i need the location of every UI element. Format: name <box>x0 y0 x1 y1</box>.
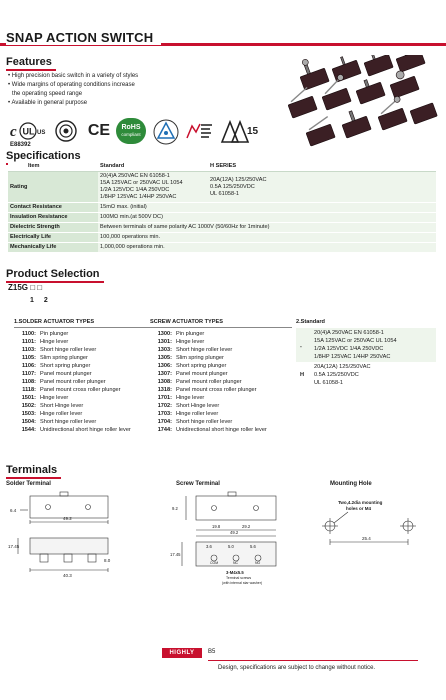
actuator-code: 1504: <box>21 419 36 425</box>
csa-logo <box>50 120 82 142</box>
actuator-code: 1544: <box>21 427 36 433</box>
actuator-code: 1704: <box>157 419 172 425</box>
actuator-name: Short hinge roller lever <box>40 347 97 353</box>
actuator-code: 1105: <box>22 355 36 361</box>
list-item <box>14 370 154 378</box>
model-code: Z15G □ □ <box>8 283 43 292</box>
actuator-name: Short Hinge lever <box>40 403 84 409</box>
actuator-code: 1307: <box>157 371 172 377</box>
actuator-code: 1318: <box>157 387 172 393</box>
features-list <box>8 72 178 108</box>
list-item <box>150 426 292 434</box>
standard-head: 2.Standard <box>296 319 325 325</box>
ul-logo: c UL US <box>10 124 46 140</box>
spec-label: Insulation Resistance <box>8 213 98 223</box>
list-item <box>150 394 292 402</box>
screw-terminal-diagram <box>168 490 298 590</box>
actuator-name: Hinge lever <box>176 339 205 345</box>
feature-item: • Available in general purpose <box>8 100 88 106</box>
actuator-name: Hinge lever <box>40 395 69 401</box>
rohs-logo: RoHS compliant <box>116 118 146 144</box>
actuator-name: Hinge roller lever <box>176 411 219 417</box>
actuator-code: 1301: <box>157 339 172 345</box>
screw-note: 3-M4x5.5 <box>226 570 244 575</box>
spec-row <box>8 243 436 253</box>
screw-terminal-label: Screw Terminal <box>176 481 220 487</box>
specifications-title: Specifications <box>6 150 81 162</box>
actuator-code: 1303: <box>157 347 172 353</box>
features-title: Features <box>6 56 52 68</box>
terminal-nc-label: NC <box>233 561 239 565</box>
list-item <box>14 346 154 354</box>
disclaimer-text: Design, specifications are subject to change without notice. <box>218 665 376 671</box>
dim-label: 6.4 <box>10 508 17 513</box>
actuator-name: Unidirectional short hinge roller lever <box>176 427 267 433</box>
certification-logos <box>8 118 278 152</box>
dim-label: 40.3 <box>63 573 72 578</box>
dim-label: 49.2 <box>63 516 72 521</box>
actuator-name: Panel mount plunger <box>176 371 228 377</box>
spec-label: Rating <box>8 172 98 203</box>
brand-badge: HIGHLY <box>162 648 202 658</box>
list-item <box>150 410 292 418</box>
list-item <box>150 402 292 410</box>
screw-actuator-head: SCREW ACTUATOR TYPES <box>150 318 292 328</box>
actuator-code: 1305: <box>157 355 172 361</box>
dim-label: 25.4 <box>362 536 371 541</box>
actuator-name: Short spring plunger <box>40 363 91 369</box>
list-item <box>14 386 154 394</box>
actuator-code: 1106: <box>22 363 36 369</box>
mounting-hole-diagram <box>312 490 432 560</box>
list-item <box>14 354 154 362</box>
actuator-name: Hinge lever <box>40 339 69 345</box>
standard-option-default: - 20(4)A 250VAC EN 61058-1 15A 125VAC or 250VAC UL 1054 1/2A 125VDC 1/4A 250VDC 1/8HP 125VAC 1/4HP 250VAC <box>296 328 436 362</box>
feature-item: the operating speed range <box>12 91 83 97</box>
spec-label: Dielectric Strength <box>8 223 98 233</box>
actuator-code: 1744: <box>157 427 172 433</box>
actuator-name: Panel mount roller plunger <box>176 379 242 385</box>
screw-note-2: Terminal screws <box>226 576 252 580</box>
solder-terminal-diagram <box>8 490 128 580</box>
svg-text:UL: UL <box>22 126 35 137</box>
mount-note-1: Two,4.2dia mounting <box>338 500 383 505</box>
solder-actuator-list <box>14 318 154 434</box>
dim-label: 49.2 <box>230 530 239 535</box>
list-item <box>150 386 292 394</box>
actuator-name: Short hinge roller lever <box>40 419 97 425</box>
spec-row <box>8 233 436 243</box>
spec-value: 15mΩ max. (initial) <box>98 203 436 213</box>
actuator-code: 1107: <box>22 371 36 377</box>
standard-options <box>296 318 436 388</box>
actuator-name: Unidirectional short hinge roller lever <box>40 427 131 433</box>
dim-label: 9.2 <box>172 506 178 511</box>
dim-label: 3.6 <box>206 544 212 549</box>
actuator-code: 1308: <box>157 379 172 385</box>
list-item <box>150 370 292 378</box>
actuator-code: 1306: <box>157 363 172 369</box>
screw-note-3: (with internal star washer) <box>222 581 263 585</box>
spec-row <box>8 223 436 233</box>
spec-rating-standard: 20(4)A 250VAC EN 61058-1 15A 125VAC or 250VAC UL 1054 1/2A 125VDC 1/4A 250VDC 1/8HP 125VAC 1/4HP 250VAC <box>98 172 208 203</box>
list-item <box>150 330 292 338</box>
list-item <box>150 378 292 386</box>
spec-value: Between terminals of same polarity AC 1000V (50/60Hz for 1minute) <box>98 223 436 233</box>
spec-row <box>8 203 436 213</box>
actuator-name: Panel mount plunger <box>40 371 92 377</box>
model-code-index: 1 2 <box>30 297 48 304</box>
feature-item: • High precision basic switch in a variety of styles <box>8 73 139 79</box>
spec-row-rating <box>8 172 436 203</box>
dim-label: 8.0 <box>104 558 111 563</box>
specifications-table <box>8 162 436 252</box>
actuator-code: 1503: <box>21 411 36 417</box>
terminal-no-label: NO <box>255 561 261 565</box>
actuator-name: Hinge lever <box>176 395 205 401</box>
actuator-code: 1108: <box>22 379 36 385</box>
terminal-com-label: COM <box>210 561 219 565</box>
spec-value: 1,000,000 operations min. <box>98 243 436 253</box>
dim-label: 5.6 <box>250 544 256 549</box>
dim-label: 17.45 <box>8 544 20 549</box>
actuator-name: Slim spring plunger <box>176 355 224 361</box>
actuator-name: Pin plunger <box>176 331 205 337</box>
list-item <box>14 410 154 418</box>
actuator-code: 1701: <box>157 395 172 401</box>
spec-header-row <box>8 162 436 172</box>
page-footer <box>0 648 446 700</box>
solder-terminal-label: Solder Terminal <box>6 481 51 487</box>
actuator-name: Pin plunger <box>40 331 69 337</box>
footer-divider <box>208 660 418 661</box>
actuator-code: 1101: <box>22 339 36 345</box>
actuator-name: Panel mount cross roller plunger <box>176 387 257 393</box>
dim-label: 19.8 <box>212 524 221 529</box>
spec-row <box>8 213 436 223</box>
actuator-code: 1703: <box>157 411 172 417</box>
actuator-code: 1502: <box>21 403 36 409</box>
page-title: SNAP ACTION SWITCH <box>6 30 161 45</box>
actuator-name: Short spring plunger <box>176 363 227 369</box>
list-item <box>14 330 154 338</box>
actuator-name: Panel mount roller plunger <box>40 379 106 385</box>
spec-label: Electrically Life <box>8 233 98 243</box>
actuator-name: Short hinge roller lever <box>176 347 233 353</box>
svg-text:c: c <box>10 124 17 140</box>
list-item <box>14 402 154 410</box>
spec-label: Contact Resistance <box>8 203 98 213</box>
list-item <box>150 362 292 370</box>
spec-col-item: Item <box>8 162 98 172</box>
spec-value: 100MΩ min.(at 500V DC) <box>98 213 436 223</box>
actuator-code: 1702: <box>157 403 172 409</box>
product-photo <box>270 55 442 163</box>
list-item <box>14 362 154 370</box>
list-item <box>14 338 154 346</box>
spec-label: Mechanically Life <box>8 243 98 253</box>
actuator-name: Panel mount cross roller plunger <box>40 387 121 393</box>
dim-label: 17.45 <box>170 552 181 557</box>
dim-label: 5.0 <box>228 544 234 549</box>
page-header <box>0 30 446 50</box>
spec-col-h-series: H SERIES <box>208 162 436 172</box>
solder-actuator-head: 1.SOLDER ACTUATOR TYPES <box>14 318 154 328</box>
list-item <box>150 354 292 362</box>
product-selection-title: Product Selection <box>6 268 100 280</box>
feature-item: • Wide margins of operating conditions increase <box>8 82 135 88</box>
actuator-name: Short hinge roller lever <box>176 419 233 425</box>
mounting-hole-label: Mounting Hole <box>330 481 372 487</box>
standard-option-h: H 20A(12A) 125/250VAC 0.5A 125/250VDC UL 61058-1 <box>296 362 436 388</box>
list-item <box>14 426 154 434</box>
dim-label: 29.2 <box>242 524 251 529</box>
actuator-code: 1118: <box>22 387 36 393</box>
approval-logo <box>184 120 214 144</box>
list-item <box>150 418 292 426</box>
spec-col-standard: Standard <box>98 162 208 172</box>
page-number: B5 <box>208 649 216 655</box>
spec-value: 100,000 operations min. <box>98 233 436 243</box>
actuator-code: 1300: <box>157 331 172 337</box>
actuator-name: Slim spring plunger <box>40 355 88 361</box>
screw-actuator-list <box>150 318 292 434</box>
actuator-name: Short Hinge lever <box>176 403 220 409</box>
kc-logo: 15 <box>220 120 260 144</box>
list-item <box>14 378 154 386</box>
actuator-name: Hinge roller lever <box>40 411 83 417</box>
mount-note-2: holes or M4 <box>346 506 372 511</box>
list-item <box>150 346 292 354</box>
list-item <box>14 394 154 402</box>
vde-logo <box>152 118 180 146</box>
list-item <box>150 338 292 346</box>
actuator-code: 1501: <box>21 395 36 401</box>
spec-rating-h: 20A(12A) 125/250VAC 0.5A 125/250VDC UL 61058-1 <box>208 172 436 203</box>
ul-file-number: E88392 <box>10 142 31 148</box>
list-item <box>14 418 154 426</box>
actuator-code: 1103: <box>22 347 36 353</box>
terminals-title: Terminals <box>6 464 57 476</box>
actuator-code: 1100: <box>22 331 36 337</box>
ce-logo: CE <box>87 122 111 139</box>
